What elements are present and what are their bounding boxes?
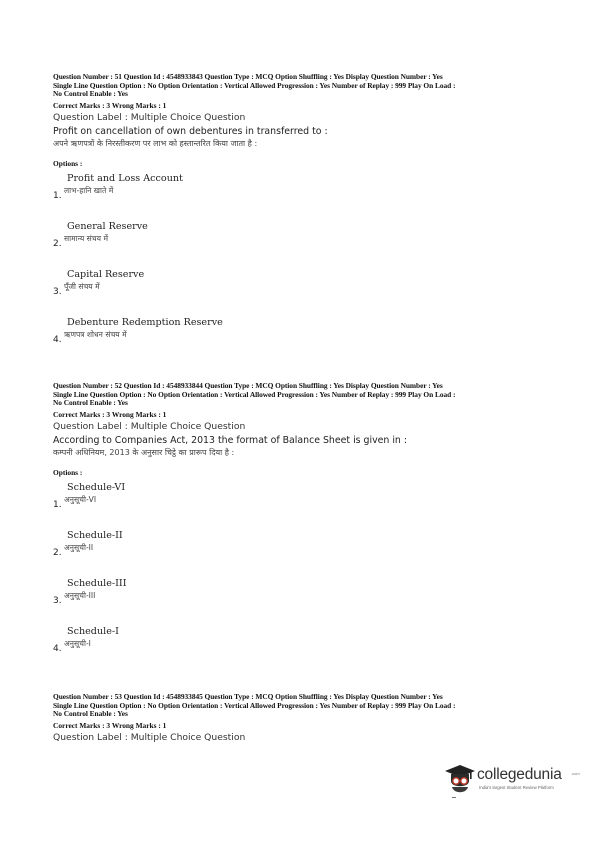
meta-line: Question Number : 51 Question Id : 4548933843 Question Type : MCQ Option Shuffling : Yes Display Question Number : Yes bbox=[53, 72, 443, 81]
scan-mark bbox=[452, 797, 456, 798]
option-number: 2. bbox=[53, 238, 62, 249]
option-text-english: Schedule-II bbox=[67, 529, 123, 541]
option-text-english: Profit and Loss Account bbox=[67, 172, 183, 184]
option-number: 4. bbox=[53, 643, 62, 654]
option-text-english: Schedule-I bbox=[67, 625, 119, 637]
option-1 bbox=[53, 478, 553, 526]
options-heading: Options : bbox=[53, 467, 83, 477]
option-number: 2. bbox=[53, 547, 62, 558]
meta-line: No Control Enable : Yes bbox=[53, 398, 128, 408]
logo-wordmark: collegedunia bbox=[477, 766, 562, 783]
option-text-hindi: लाभ-हानि खाते में bbox=[64, 185, 114, 195]
marks-line: Correct Marks : 3 Wrong Marks : 1 bbox=[53, 409, 167, 419]
meta-line: No Control Enable : Yes bbox=[53, 709, 128, 719]
option-text-english: General Reserve bbox=[67, 220, 148, 232]
logo-tagline: India's largest Student Review Platform bbox=[479, 785, 554, 790]
option-3 bbox=[53, 574, 553, 622]
option-number: 1. bbox=[53, 499, 62, 510]
meta-line: Question Number : 52 Question Id : 4548933844 Question Type : MCQ Option Shuffling : Yes Display Question Number : Yes bbox=[53, 381, 443, 390]
logo-tld: .com bbox=[571, 771, 580, 776]
option-text-english: Capital Reserve bbox=[67, 268, 145, 280]
option-number: 4. bbox=[53, 334, 62, 345]
option-3 bbox=[53, 265, 553, 313]
marks-line: Correct Marks : 3 Wrong Marks : 1 bbox=[53, 100, 167, 110]
question-meta bbox=[53, 693, 553, 719]
meta-line: Question Number : 53 Question Id : 4548933845 Question Type : MCQ Option Shuffling : Yes Display Question Number : Yes bbox=[53, 692, 443, 701]
option-4 bbox=[53, 622, 553, 670]
question-block-53 bbox=[53, 693, 553, 744]
question-text-hindi: कम्पनी अधिनियम, 2013 के अनुसार चिट्ठे का प्रारूप दिया है : bbox=[53, 447, 235, 457]
option-number: 3. bbox=[53, 595, 62, 606]
question-meta bbox=[53, 382, 553, 408]
option-4 bbox=[53, 313, 553, 361]
option-2 bbox=[53, 526, 553, 574]
question-label: Question Label : Multiple Choice Question bbox=[53, 111, 246, 123]
question-text-english: According to Companies Act, 2013 the format of Balance Sheet is given in : bbox=[53, 434, 408, 446]
meta-line: No Control Enable : Yes bbox=[53, 89, 128, 99]
option-text-english: Schedule-III bbox=[67, 577, 127, 589]
option-text-hindi: ऋणपत्र शोधन संचय में bbox=[64, 329, 127, 339]
option-text-hindi: अनुसूची-VI bbox=[64, 494, 97, 504]
collegedunia-logo bbox=[443, 762, 583, 798]
option-text-hindi: सामान्य संचय में bbox=[64, 233, 108, 243]
marks-line: Correct Marks : 3 Wrong Marks : 1 bbox=[53, 720, 167, 730]
meta-line: Single Line Question Option : No Option Orientation : Vertical Allowed Progression : Yes Number of Replay : 999 Play On Load : bbox=[53, 700, 456, 710]
option-text-english: Schedule-VI bbox=[67, 481, 126, 493]
meta-line: Single Line Question Option : No Option Orientation : Vertical Allowed Progression : Yes Number of Replay : 999 Play On Load : bbox=[53, 80, 456, 90]
option-text-english: Debenture Redemption Reserve bbox=[67, 316, 223, 328]
option-text-hindi: अनुसूची-III bbox=[64, 590, 96, 600]
question-label: Question Label : Multiple Choice Question bbox=[53, 731, 246, 743]
option-2 bbox=[53, 217, 553, 265]
question-text-hindi: अपने ऋणपत्रों के निरस्तीकरण पर लाभ को हस्तान्तरित किया जाता है : bbox=[53, 138, 258, 148]
question-block-51 bbox=[53, 73, 553, 361]
meta-line: Single Line Question Option : No Option Orientation : Vertical Allowed Progression : Yes Number of Replay : 999 Play On Load : bbox=[53, 389, 456, 399]
option-text-hindi: अनुसूची-I bbox=[64, 638, 91, 648]
graduate-mascot-icon bbox=[443, 762, 477, 796]
options-heading: Options : bbox=[53, 158, 83, 168]
option-text-hindi: पूँजी संचय में bbox=[64, 281, 100, 291]
question-label: Question Label : Multiple Choice Question bbox=[53, 420, 246, 432]
option-text-hindi: अनुसूची-II bbox=[64, 542, 94, 552]
option-number: 1. bbox=[53, 190, 62, 201]
option-1 bbox=[53, 169, 553, 217]
question-meta bbox=[53, 73, 553, 99]
question-block-52 bbox=[53, 382, 553, 670]
option-number: 3. bbox=[53, 286, 62, 297]
question-text-english: Profit on cancellation of own debentures in transferred to : bbox=[53, 125, 328, 137]
